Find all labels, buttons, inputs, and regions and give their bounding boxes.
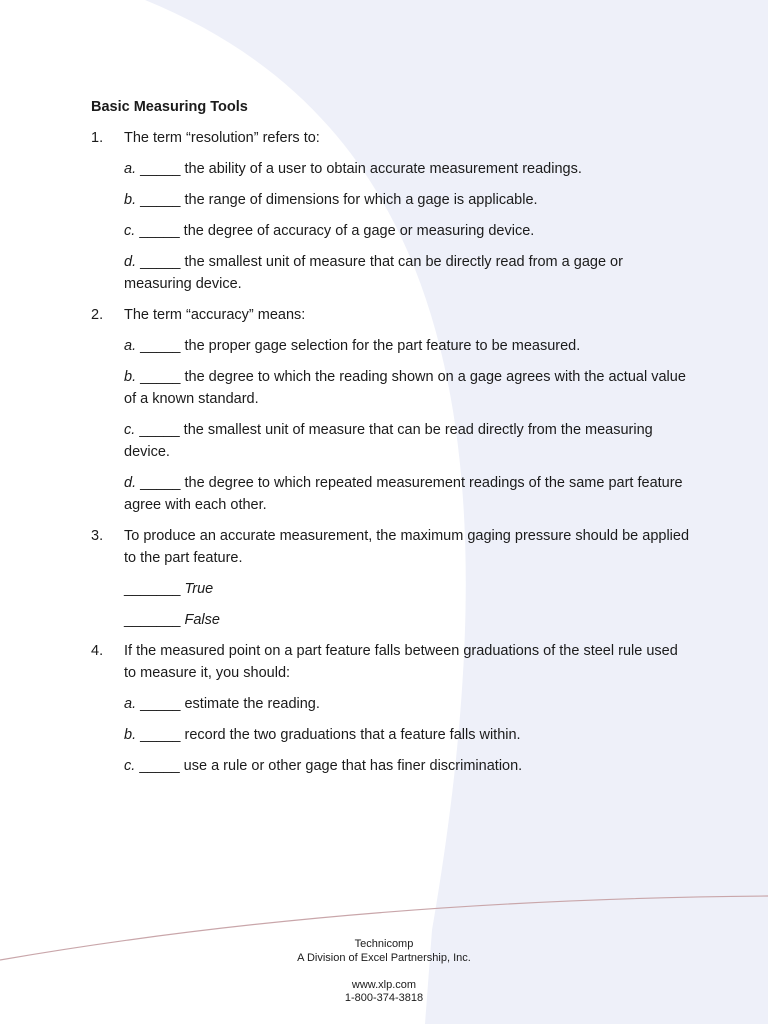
option-text: the degree of accuracy of a gage or measuring device. (183, 223, 535, 239)
option-letter: c. (124, 223, 136, 239)
option-letter: b. (124, 192, 137, 208)
question-1-option-b (124, 189, 691, 211)
question-4-option-c (124, 755, 691, 777)
footer-division: A Division of Excel Partnership, Inc. (297, 951, 471, 964)
answer-blank: _____ (140, 254, 181, 270)
option-letter: c. (124, 758, 136, 774)
question-2-option-d (124, 472, 691, 516)
option-letter: d. (124, 254, 137, 270)
option-text: the proper gage selection for the part feature to be measured. (184, 338, 581, 354)
answer-blank: _____ (140, 369, 181, 385)
answer-blank: _______ (124, 581, 181, 597)
question-number: 2. (91, 307, 104, 323)
question-number: 4. (91, 643, 104, 659)
question-2-option-a (124, 335, 691, 357)
answer-blank: _____ (140, 727, 181, 743)
question-3 (91, 525, 691, 569)
question-text: The term “resolution” refers to: (124, 130, 320, 146)
answer-blank: _____ (140, 161, 181, 177)
page-title: Basic Measuring Tools (91, 99, 248, 115)
question-1-option-c (124, 220, 691, 242)
question-1 (91, 127, 691, 149)
answer-blank: _____ (139, 223, 180, 239)
option-letter: a. (124, 696, 137, 712)
answer-blank: _______ (124, 612, 181, 628)
footer-spacer (0, 965, 768, 979)
answer-blank: _____ (140, 192, 181, 208)
false-label: False (184, 612, 220, 628)
option-text: the smallest unit of measure that can be directly read from a gage or measuring device. (124, 254, 623, 292)
option-text: the range of dimensions for which a gage is applicable. (184, 192, 538, 208)
option-letter: a. (124, 161, 137, 177)
answer-blank: _____ (140, 338, 181, 354)
question-4 (91, 640, 691, 684)
true-label: True (184, 581, 214, 597)
answer-blank: _____ (140, 475, 181, 491)
question-1-option-a (124, 158, 691, 180)
answer-blank: _____ (140, 696, 181, 712)
question-number: 1. (91, 130, 104, 146)
option-text: the degree to which repeated measurement readings of the same part feature agree with each other. (124, 475, 683, 513)
option-text: the ability of a user to obtain accurate measurement readings. (184, 161, 582, 177)
option-text: the smallest unit of measure that can be read directly from the measuring device. (124, 422, 653, 460)
footer-website: www.xlp.com (351, 978, 417, 991)
answer-blank: _____ (139, 758, 180, 774)
option-text: the degree to which the reading shown on a gage agrees with the actual value of a known standard. (124, 369, 686, 407)
option-letter: c. (124, 422, 136, 438)
option-text: estimate the reading. (184, 696, 320, 712)
footer-company: Technicomp (354, 938, 414, 950)
question-number: 3. (91, 528, 104, 544)
option-text: use a rule or other gage that has finer discrimination. (183, 758, 523, 774)
option-text: record the two graduations that a feature falls within. (184, 727, 521, 743)
answer-blank: _____ (139, 422, 180, 438)
question-3-option-false (124, 609, 691, 631)
worksheet (91, 96, 691, 786)
option-letter: b. (124, 369, 137, 385)
footer-phone: 1-800-374-3818 (344, 992, 424, 1004)
option-letter: b. (124, 727, 137, 743)
question-3-option-true (124, 578, 691, 600)
footer (0, 938, 768, 1006)
question-2 (91, 304, 691, 326)
question-2-option-b (124, 366, 691, 410)
option-letter: d. (124, 475, 137, 491)
question-4-option-a (124, 693, 691, 715)
question-text: If the measured point on a part feature falls between graduations of the steel rule used to measure it, you should: (124, 643, 678, 681)
question-2-option-c (124, 419, 691, 463)
question-text: The term “accuracy” means: (124, 307, 306, 323)
question-text: To produce an accurate measurement, the maximum gaging pressure should be applied to the part feature. (124, 528, 690, 566)
question-1-option-d (124, 251, 691, 295)
option-letter: a. (124, 338, 137, 354)
question-4-option-b (124, 724, 691, 746)
